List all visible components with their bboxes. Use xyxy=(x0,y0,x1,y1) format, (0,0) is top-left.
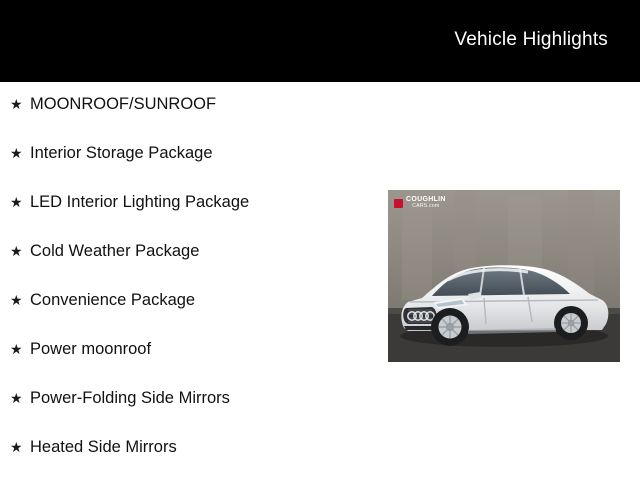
watermark-text xyxy=(406,196,446,210)
watermark-domain: CARS.com xyxy=(412,203,440,209)
star-icon: ★ xyxy=(10,390,23,406)
star-icon: ★ xyxy=(10,292,23,308)
list-item-label: Convenience Package xyxy=(30,291,196,309)
list-item xyxy=(0,143,380,192)
star-icon: ★ xyxy=(10,194,23,210)
list-item xyxy=(0,290,380,339)
star-icon: ★ xyxy=(10,341,23,357)
list-item xyxy=(0,241,380,290)
list-item-label: Cold Weather Package xyxy=(30,242,200,260)
watermark-brand: COUGHLIN xyxy=(406,196,446,203)
vehicle-photo-image xyxy=(388,190,620,362)
star-icon: ★ xyxy=(10,439,23,455)
list-item xyxy=(0,94,380,143)
list-item-label: Power moonroof xyxy=(30,340,152,358)
star-icon: ★ xyxy=(10,243,23,259)
list-item xyxy=(0,437,380,486)
list-item-label: Heated Side Mirrors xyxy=(30,438,177,456)
list-item xyxy=(0,192,380,241)
list-item xyxy=(0,388,380,437)
star-icon: ★ xyxy=(10,145,23,161)
list-item-label: LED Interior Lighting Package xyxy=(30,193,250,211)
watermark-mark-icon xyxy=(394,199,403,208)
list-item-label: Power-Folding Side Mirrors xyxy=(30,389,230,407)
star-icon: ★ xyxy=(10,96,23,112)
page-title: Vehicle Highlights xyxy=(454,29,608,50)
highlights-list xyxy=(0,82,380,486)
list-item-label: MOONROOF/SUNROOF xyxy=(30,95,217,113)
header-bar xyxy=(0,0,640,82)
watermark xyxy=(394,196,446,210)
list-item xyxy=(0,339,380,388)
list-item-label: Interior Storage Package xyxy=(30,144,213,162)
vehicle-photo xyxy=(388,190,620,362)
